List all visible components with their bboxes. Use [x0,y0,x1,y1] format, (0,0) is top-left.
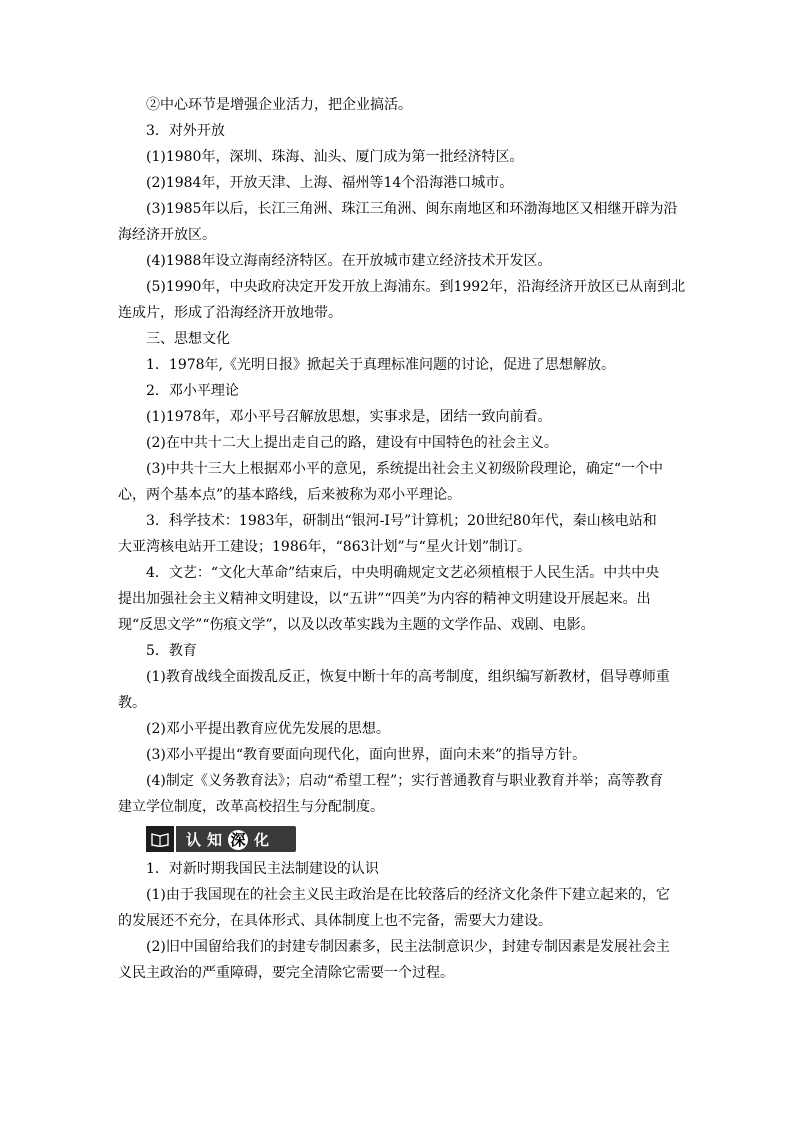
text-line: 1．对新时期我国民主法制建设的认识 [146,861,379,877]
text-line: (1)1980年，深圳、珠海、汕头、厦门成为第一批经济特区。 [146,149,524,165]
text-line: (3)邓小平提出“教育要面向现代化，面向世界，面向未来”的指导方针。 [146,747,587,763]
text-line: 4．文艺：“文化大革命”结束后，中央明确规定文艺必须植根于人民生活。中共中央 [146,565,660,581]
text-line: (3)中共十三大上根据邓小平的意见，系统提出社会主义初级阶段理论，确定“一个中 [146,461,663,477]
text-line: 海经济开放区。 [118,227,216,243]
section-badge-label: 认知 深 化 [186,830,276,849]
text-line: 5．教育 [146,643,197,659]
text-block-upper [118,92,686,820]
text-line: 1．1978年,《光明日报》掀起关于真理标准问题的讨论，促进了思想解放。 [146,357,615,373]
text-line: 连成片，形成了沿海经济开放地带。 [118,305,342,321]
text-line: (5)1990年，中央政府决定开发开放上海浦东。到1992年，沿海经济开放区已从南到北 [146,279,686,295]
text-line: 3．科学技术：1983年，研制出“银河-Ⅰ号”计算机；20世纪80年代，秦山核电站和 [146,513,657,529]
text-line: 三、思想文化 [146,331,230,347]
text-line: 的发展还不充分，在具体形式、具体制度上也不完备，需要大力建设。 [118,913,552,929]
text-line: (2)在中共十二大上提出走自己的路，建设有中国特色的社会主义。 [146,435,558,451]
section-badge [146,826,296,852]
text-line: 心，两个基本点”的基本路线，后来被称为邓小平理论。 [118,487,462,503]
text-line: 大亚湾核电站开工建设；1986年，“863计划”与“星火计划”制订。 [118,539,531,555]
text-line: 3．对外开放 [146,123,225,139]
text-line: ②中心环节是增强企业活力，把企业搞活。 [146,97,412,113]
document-page [118,92,686,986]
text-line: 教。 [118,695,146,711]
text-line: 现“反思文学”“伤痕文学”，以及以改革实践为主题的文学作品、戏剧、电影。 [118,617,595,633]
text-block-lower [118,856,678,986]
text-line: 提出加强社会主义精神文明建设，以“五讲”“四美”为内容的精神文明建设开展起来。出 [118,591,651,607]
text-line: 义民主政治的严重障碍，要完全清除它需要一个过程。 [118,965,454,981]
text-line: (4)制定《义务教育法》；启动“希望工程”；实行普通教育与职业教育并举；高等教育 [146,773,664,789]
text-line: (1)1978年，邓小平号召解放思想，实事求是，团结一致向前看。 [146,409,552,425]
text-line: (4)1988年设立海南经济特区。在开放城市建立经济技术开发区。 [146,253,552,269]
text-line: 2．邓小平理论 [146,383,239,399]
text-line: (2)邓小平提出教育应优先发展的思想。 [146,721,390,737]
text-line: (3)1985年以后，长江三角洲、珠江三角洲、闽东南地区和环渤海地区又相继开辟为沿 [146,201,678,217]
text-line: (2)1984年，开放天津、上海、福州等14个沿海港口城市。 [146,175,514,191]
text-line: 建立学位制度，改革高校招生与分配制度。 [118,799,384,815]
text-line: (2)旧中国留给我们的封建专制因素多，民主法制意识少，封建专制因素是发展社会主 [146,939,670,955]
text-line: (1)教育战线全面拨乱反正，恢复中断十年的高考制度，组织编写新教材，倡导尊师重 [146,669,670,685]
book-icon [146,826,176,852]
text-line: (1)由于我国现在的社会主义民主政治是在比较落后的经济文化条件下建立起来的，它 [146,887,670,903]
